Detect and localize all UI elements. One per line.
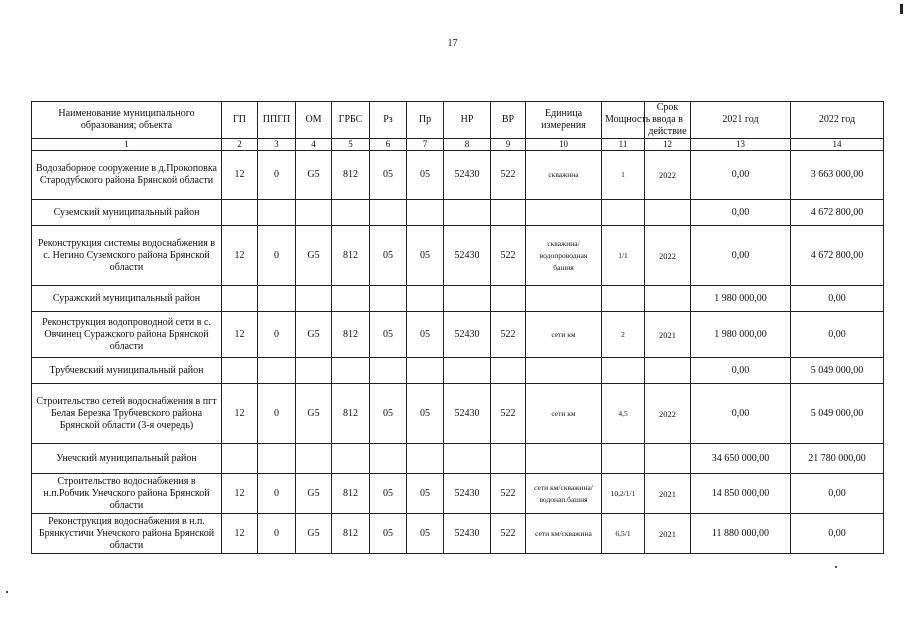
cell-pr bbox=[407, 286, 444, 312]
header-row bbox=[32, 102, 884, 139]
cell-ppgp: 0 bbox=[258, 226, 296, 286]
cell-grbs: 812 bbox=[332, 474, 370, 514]
cell-power: 6,5/1 bbox=[602, 514, 645, 554]
cell-gp bbox=[222, 358, 258, 384]
cell-2022: 21 780 000,00 bbox=[791, 444, 884, 474]
cell-power bbox=[602, 444, 645, 474]
cell-grbs: 812 bbox=[332, 226, 370, 286]
table-row bbox=[32, 474, 884, 514]
cell-year bbox=[645, 286, 691, 312]
cell-om bbox=[296, 358, 332, 384]
cell-2022: 4 672 800,00 bbox=[791, 200, 884, 226]
cell-pr: 05 bbox=[407, 474, 444, 514]
row-name: Строительство сетей водоснабжения в пгт Белая Березка Трубчевского района Брянской области (3-я очередь) bbox=[32, 384, 222, 444]
cell-unit bbox=[526, 358, 602, 384]
cell-om bbox=[296, 286, 332, 312]
cell-om bbox=[296, 444, 332, 474]
table-row bbox=[32, 384, 884, 444]
cell-year: 2021 bbox=[645, 514, 691, 554]
row-name: Реконструкция системы водоснабжения в с. Негино Суземского района Брянской области bbox=[32, 226, 222, 286]
cell-2022: 0,00 bbox=[791, 514, 884, 554]
cell-vr bbox=[491, 286, 526, 312]
cell-2022: 5 049 000,00 bbox=[791, 384, 884, 444]
cell-2021: 1 980 000,00 bbox=[691, 286, 791, 312]
cell-gp bbox=[222, 286, 258, 312]
table-row bbox=[32, 514, 884, 554]
row-name: Реконструкция водопроводной сети в с. Овчинец Суражского района Брянской области bbox=[32, 312, 222, 358]
header-2021: 2021 год bbox=[691, 102, 791, 139]
cell-2022: 4 672 800,00 bbox=[791, 226, 884, 286]
cell-pr: 05 bbox=[407, 226, 444, 286]
cell-gp: 12 bbox=[222, 312, 258, 358]
cell-ppgp bbox=[258, 358, 296, 384]
cell-unit: сети км/скважина/водонап.башня bbox=[526, 474, 602, 514]
table-row bbox=[32, 312, 884, 358]
cell-vr: 522 bbox=[491, 226, 526, 286]
cell-year: 2022 bbox=[645, 151, 691, 200]
cell-ppgp bbox=[258, 200, 296, 226]
cell-grbs bbox=[332, 200, 370, 226]
cell-rz: 05 bbox=[370, 151, 407, 200]
table-row bbox=[32, 151, 884, 200]
cell-2021: 11 880 000,00 bbox=[691, 514, 791, 554]
column-index: 5 bbox=[332, 139, 370, 151]
cell-nr bbox=[444, 286, 491, 312]
cell-unit bbox=[526, 200, 602, 226]
cell-om: G5 bbox=[296, 514, 332, 554]
cell-2022: 0,00 bbox=[791, 286, 884, 312]
header-unit: Единица измерения bbox=[526, 102, 602, 139]
cell-2021: 0,00 bbox=[691, 358, 791, 384]
column-index: 9 bbox=[491, 139, 526, 151]
cell-grbs bbox=[332, 286, 370, 312]
cell-year bbox=[645, 444, 691, 474]
cell-rz: 05 bbox=[370, 384, 407, 444]
column-index: 3 bbox=[258, 139, 296, 151]
header-nr: НР bbox=[444, 102, 491, 139]
cell-vr: 522 bbox=[491, 514, 526, 554]
cell-rz: 05 bbox=[370, 312, 407, 358]
cell-2021: 0,00 bbox=[691, 151, 791, 200]
row-name: Трубчевский муниципальный район bbox=[32, 358, 222, 384]
cell-ppgp: 0 bbox=[258, 514, 296, 554]
column-index: 1 bbox=[32, 139, 222, 151]
column-index: 10 bbox=[526, 139, 602, 151]
cell-rz bbox=[370, 358, 407, 384]
cell-ppgp: 0 bbox=[258, 312, 296, 358]
cell-2021: 14 850 000,00 bbox=[691, 474, 791, 514]
cell-gp bbox=[222, 444, 258, 474]
cell-grbs bbox=[332, 444, 370, 474]
column-index: 2 bbox=[222, 139, 258, 151]
cell-rz: 05 bbox=[370, 514, 407, 554]
scan-speck bbox=[835, 566, 837, 568]
cell-vr bbox=[491, 444, 526, 474]
cell-pr bbox=[407, 200, 444, 226]
column-index: 6 bbox=[370, 139, 407, 151]
cell-vr bbox=[491, 358, 526, 384]
cell-rz bbox=[370, 286, 407, 312]
cell-gp bbox=[222, 200, 258, 226]
cell-2022: 3 663 000,00 bbox=[791, 151, 884, 200]
cell-unit: скважина/водопроводная башня bbox=[526, 226, 602, 286]
cell-grbs: 812 bbox=[332, 151, 370, 200]
cell-ppgp: 0 bbox=[258, 151, 296, 200]
table-row bbox=[32, 226, 884, 286]
cell-2021: 1 980 000,00 bbox=[691, 312, 791, 358]
cell-nr: 52430 bbox=[444, 474, 491, 514]
cell-vr: 522 bbox=[491, 312, 526, 358]
cell-rz bbox=[370, 200, 407, 226]
cell-om: G5 bbox=[296, 151, 332, 200]
column-index: 4 bbox=[296, 139, 332, 151]
cell-grbs: 812 bbox=[332, 514, 370, 554]
cell-pr: 05 bbox=[407, 384, 444, 444]
row-name: Строительство водоснабжения в н.п.Робчик Унечского района Брянской области bbox=[32, 474, 222, 514]
cell-pr: 05 bbox=[407, 151, 444, 200]
column-index-row bbox=[32, 139, 884, 151]
column-index: 13 bbox=[691, 139, 791, 151]
cell-pr bbox=[407, 444, 444, 474]
cell-unit: сети км bbox=[526, 384, 602, 444]
header-om: ОМ bbox=[296, 102, 332, 139]
cell-nr bbox=[444, 358, 491, 384]
column-index: 7 bbox=[407, 139, 444, 151]
cell-power: 10,2/1/1 bbox=[602, 474, 645, 514]
header-pr: Пр bbox=[407, 102, 444, 139]
row-name: Унечский муниципальный район bbox=[32, 444, 222, 474]
header-grbs: ГРБС bbox=[332, 102, 370, 139]
cell-rz: 05 bbox=[370, 474, 407, 514]
cell-unit: сети км bbox=[526, 312, 602, 358]
cell-nr: 52430 bbox=[444, 151, 491, 200]
cell-2021: 0,00 bbox=[691, 200, 791, 226]
cell-grbs: 812 bbox=[332, 384, 370, 444]
cell-power bbox=[602, 200, 645, 226]
header-2022: 2022 год bbox=[791, 102, 884, 139]
cell-grbs: 812 bbox=[332, 312, 370, 358]
cell-ppgp: 0 bbox=[258, 384, 296, 444]
cell-pr: 05 bbox=[407, 312, 444, 358]
cell-nr: 52430 bbox=[444, 384, 491, 444]
cell-ppgp bbox=[258, 444, 296, 474]
cell-ppgp bbox=[258, 286, 296, 312]
cell-gp: 12 bbox=[222, 514, 258, 554]
cell-om: G5 bbox=[296, 474, 332, 514]
row-name: Реконструкция водоснабжения в н.п. Брянкустичи Унечского района Брянской области bbox=[32, 514, 222, 554]
cell-power: 1/1 bbox=[602, 226, 645, 286]
column-index: 11 bbox=[602, 139, 645, 151]
table-row bbox=[32, 286, 884, 312]
page-number: 17 bbox=[447, 38, 458, 49]
cell-power: 4,5 bbox=[602, 384, 645, 444]
budget-table bbox=[31, 101, 884, 554]
scan-edge-mark bbox=[900, 4, 903, 14]
cell-year bbox=[645, 200, 691, 226]
cell-vr: 522 bbox=[491, 384, 526, 444]
cell-2022: 0,00 bbox=[791, 474, 884, 514]
cell-ppgp: 0 bbox=[258, 474, 296, 514]
cell-unit: сети км/скважина bbox=[526, 514, 602, 554]
cell-vr: 522 bbox=[491, 151, 526, 200]
cell-2021: 0,00 bbox=[691, 226, 791, 286]
header-deadline: Срок ввода в действие bbox=[645, 102, 691, 139]
cell-2022: 0,00 bbox=[791, 312, 884, 358]
cell-nr: 52430 bbox=[444, 514, 491, 554]
column-index: 14 bbox=[791, 139, 884, 151]
cell-rz: 05 bbox=[370, 226, 407, 286]
cell-power: 2 bbox=[602, 312, 645, 358]
header-gp: ГП bbox=[222, 102, 258, 139]
cell-nr: 52430 bbox=[444, 226, 491, 286]
cell-om bbox=[296, 200, 332, 226]
cell-unit: скважина bbox=[526, 151, 602, 200]
column-index: 12 bbox=[645, 139, 691, 151]
cell-pr bbox=[407, 358, 444, 384]
cell-unit bbox=[526, 444, 602, 474]
row-name: Водозаборное сооружение в д.Прокоповка Стародубского района Брянской области bbox=[32, 151, 222, 200]
scan-speck bbox=[6, 591, 8, 593]
cell-nr bbox=[444, 200, 491, 226]
cell-2021: 34 650 000,00 bbox=[691, 444, 791, 474]
cell-vr bbox=[491, 200, 526, 226]
cell-2022: 5 049 000,00 bbox=[791, 358, 884, 384]
row-name: Суземский муниципальный район bbox=[32, 200, 222, 226]
cell-gp: 12 bbox=[222, 226, 258, 286]
cell-om: G5 bbox=[296, 312, 332, 358]
cell-gp: 12 bbox=[222, 474, 258, 514]
cell-vr: 522 bbox=[491, 474, 526, 514]
row-name: Суражский муниципальный район bbox=[32, 286, 222, 312]
cell-year: 2021 bbox=[645, 312, 691, 358]
cell-pr: 05 bbox=[407, 514, 444, 554]
cell-power bbox=[602, 286, 645, 312]
header-name: Наименование муниципального образования; объекта bbox=[32, 102, 222, 139]
cell-grbs bbox=[332, 358, 370, 384]
column-index: 8 bbox=[444, 139, 491, 151]
cell-unit bbox=[526, 286, 602, 312]
cell-year: 2022 bbox=[645, 226, 691, 286]
header-power: Мощность bbox=[602, 102, 645, 139]
cell-nr bbox=[444, 444, 491, 474]
cell-om: G5 bbox=[296, 226, 332, 286]
table-row bbox=[32, 200, 884, 226]
cell-power: 1 bbox=[602, 151, 645, 200]
cell-rz bbox=[370, 444, 407, 474]
header-rz: Рз bbox=[370, 102, 407, 139]
cell-2021: 0,00 bbox=[691, 384, 791, 444]
cell-year: 2022 bbox=[645, 384, 691, 444]
cell-year bbox=[645, 358, 691, 384]
table-row bbox=[32, 444, 884, 474]
cell-om: G5 bbox=[296, 384, 332, 444]
header-ppgp: ППГП bbox=[258, 102, 296, 139]
cell-gp: 12 bbox=[222, 384, 258, 444]
table-row bbox=[32, 358, 884, 384]
cell-gp: 12 bbox=[222, 151, 258, 200]
header-vr: ВР bbox=[491, 102, 526, 139]
cell-year: 2021 bbox=[645, 474, 691, 514]
cell-power bbox=[602, 358, 645, 384]
cell-nr: 52430 bbox=[444, 312, 491, 358]
